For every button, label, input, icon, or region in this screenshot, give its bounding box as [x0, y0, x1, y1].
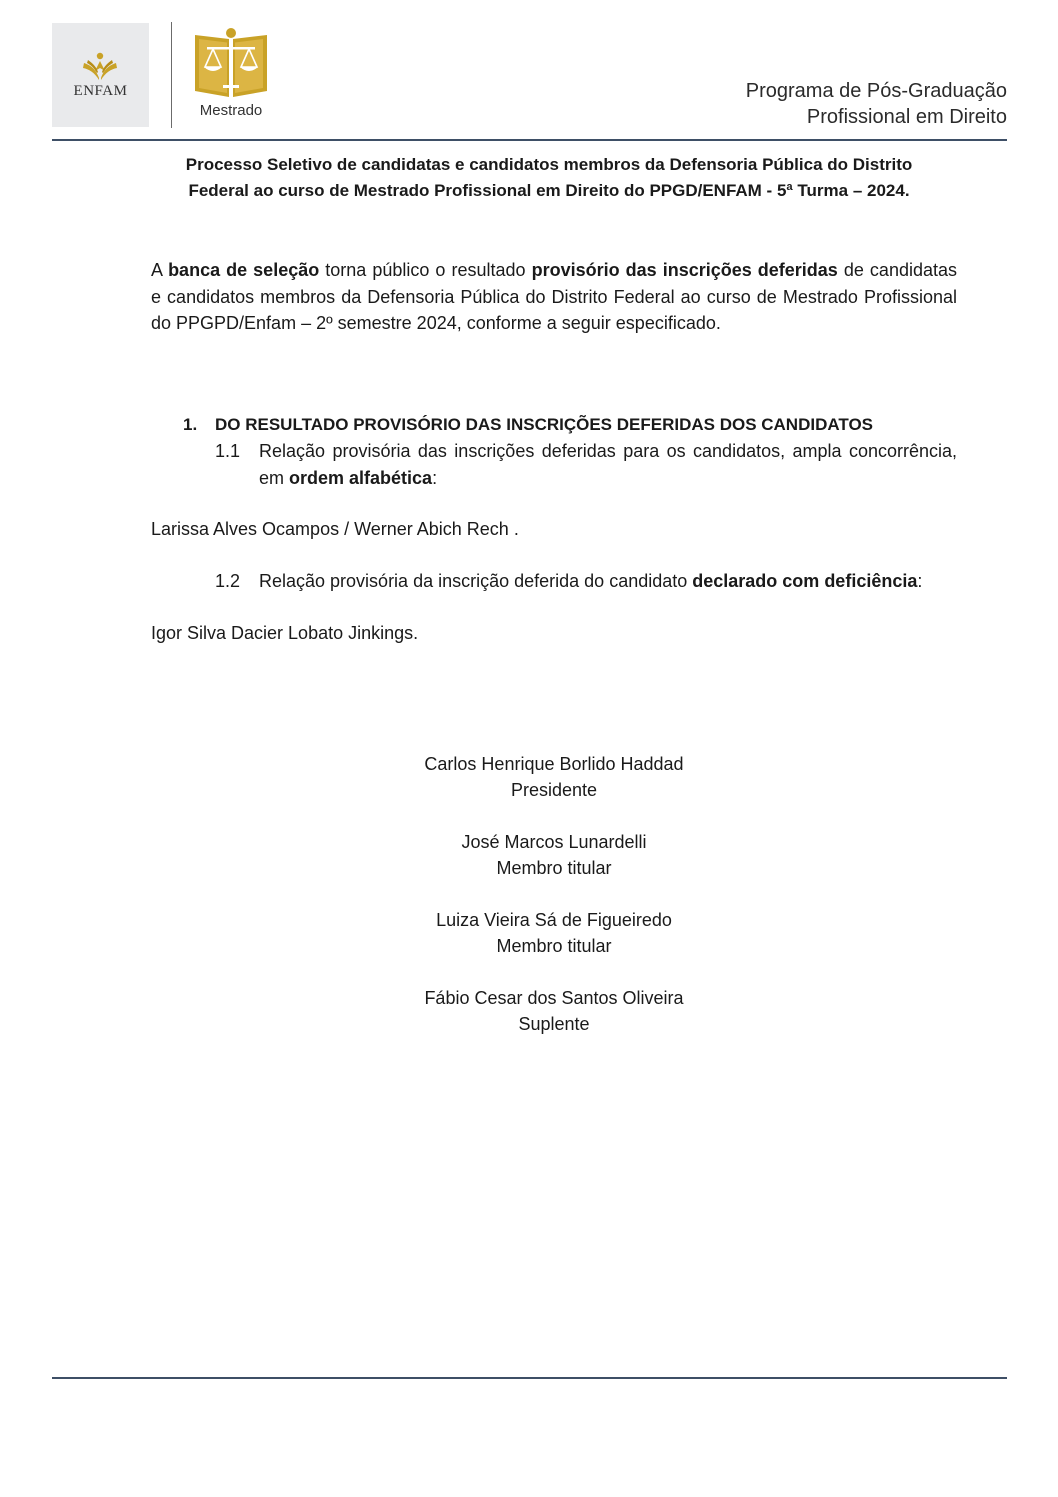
- subsection-1-1: [215, 438, 957, 491]
- intro-text-1: A: [151, 260, 169, 280]
- footer-rule: [52, 1377, 1007, 1379]
- subsection-text-1: Relação provisória da inscrição deferida do candidato: [259, 571, 693, 591]
- signature-block: [329, 829, 779, 881]
- subsection-text-2: :: [432, 467, 438, 488]
- intro-paragraph: [151, 257, 957, 337]
- subsection-bold: ordem alfabética: [289, 467, 433, 488]
- signatory-role: Suplente: [518, 1014, 590, 1034]
- section-heading-text: DO RESULTADO PROVISÓRIO DAS INSCRIÇÕES DEFERIDAS DOS CANDIDATOS: [215, 415, 874, 434]
- signature-block: [329, 751, 779, 803]
- enfam-logo-text: ENFAM: [73, 83, 128, 99]
- section-number: 1.: [183, 415, 198, 434]
- signature-block: [329, 907, 779, 959]
- title-line-1: Processo Seletivo de candidatas e candidatos membros da Defensoria Pública do Distrito: [185, 155, 913, 174]
- intro-text-3: de candidatas e candidatos membros da Defensoria Pública do Distrito Federal ao curso de Mestrado Profissional do PPGPD/Enfam – 2º semestre 2024, conforme a seguir especificado.: [151, 260, 957, 333]
- subsection-text-2: :: [917, 571, 923, 591]
- program-name: [746, 78, 1007, 130]
- signatory-role: Membro titular: [496, 858, 612, 878]
- signatory-name: Fábio Cesar dos Santos Oliveira: [424, 988, 684, 1008]
- signatory-role: Presidente: [510, 780, 598, 800]
- program-line-1: Programa de Pós-Graduação: [745, 80, 1007, 102]
- logo-divider: [171, 22, 172, 128]
- candidate-names-list: Larissa Alves Ocampos / Werner Abich Rech .: [151, 519, 519, 539]
- section-heading: [183, 413, 873, 437]
- subsection-1-2: [215, 568, 957, 595]
- signatory-name: José Marcos Lunardelli: [461, 832, 647, 852]
- enfam-emblem-icon: [82, 51, 118, 81]
- mestrado-logo-text: Mestrado: [199, 102, 263, 119]
- signatory-role: Membro titular: [496, 936, 612, 956]
- subsection-bold: declarado com deficiência: [692, 571, 918, 591]
- subsection-number: 1.2: [215, 571, 241, 591]
- program-line-2: Profissional em Direito: [806, 106, 1007, 128]
- signatory-name: Carlos Henrique Borlido Haddad: [424, 754, 684, 774]
- candidate-names-list: Igor Silva Dacier Lobato Jinkings.: [151, 623, 419, 643]
- signatory-name: Luiza Vieira Sá de Figueiredo: [436, 910, 672, 930]
- signature-block: [329, 985, 779, 1037]
- document-title: [140, 152, 958, 204]
- intro-bold-2: provisório das inscrições deferidas: [531, 260, 838, 280]
- subsection-text-1: Relação provisória das inscrições deferidas para os candidatos, ampla concorrência, em: [259, 441, 957, 488]
- subsection-text: [259, 438, 957, 491]
- mestrado-book-scales-icon: [193, 27, 269, 99]
- enfam-logo: [52, 23, 149, 127]
- header-rule: [52, 139, 1007, 141]
- title-line-2: Federal ao curso de Mestrado Profissional em Direito do PPGD/ENFAM - 5ª Turma – 2024.: [188, 181, 910, 200]
- subsection-number: 1.1: [215, 441, 241, 461]
- intro-bold-1: banca de seleção: [168, 260, 320, 280]
- subsection-text: [259, 568, 957, 595]
- intro-text-2: torna público o resultado: [319, 260, 532, 280]
